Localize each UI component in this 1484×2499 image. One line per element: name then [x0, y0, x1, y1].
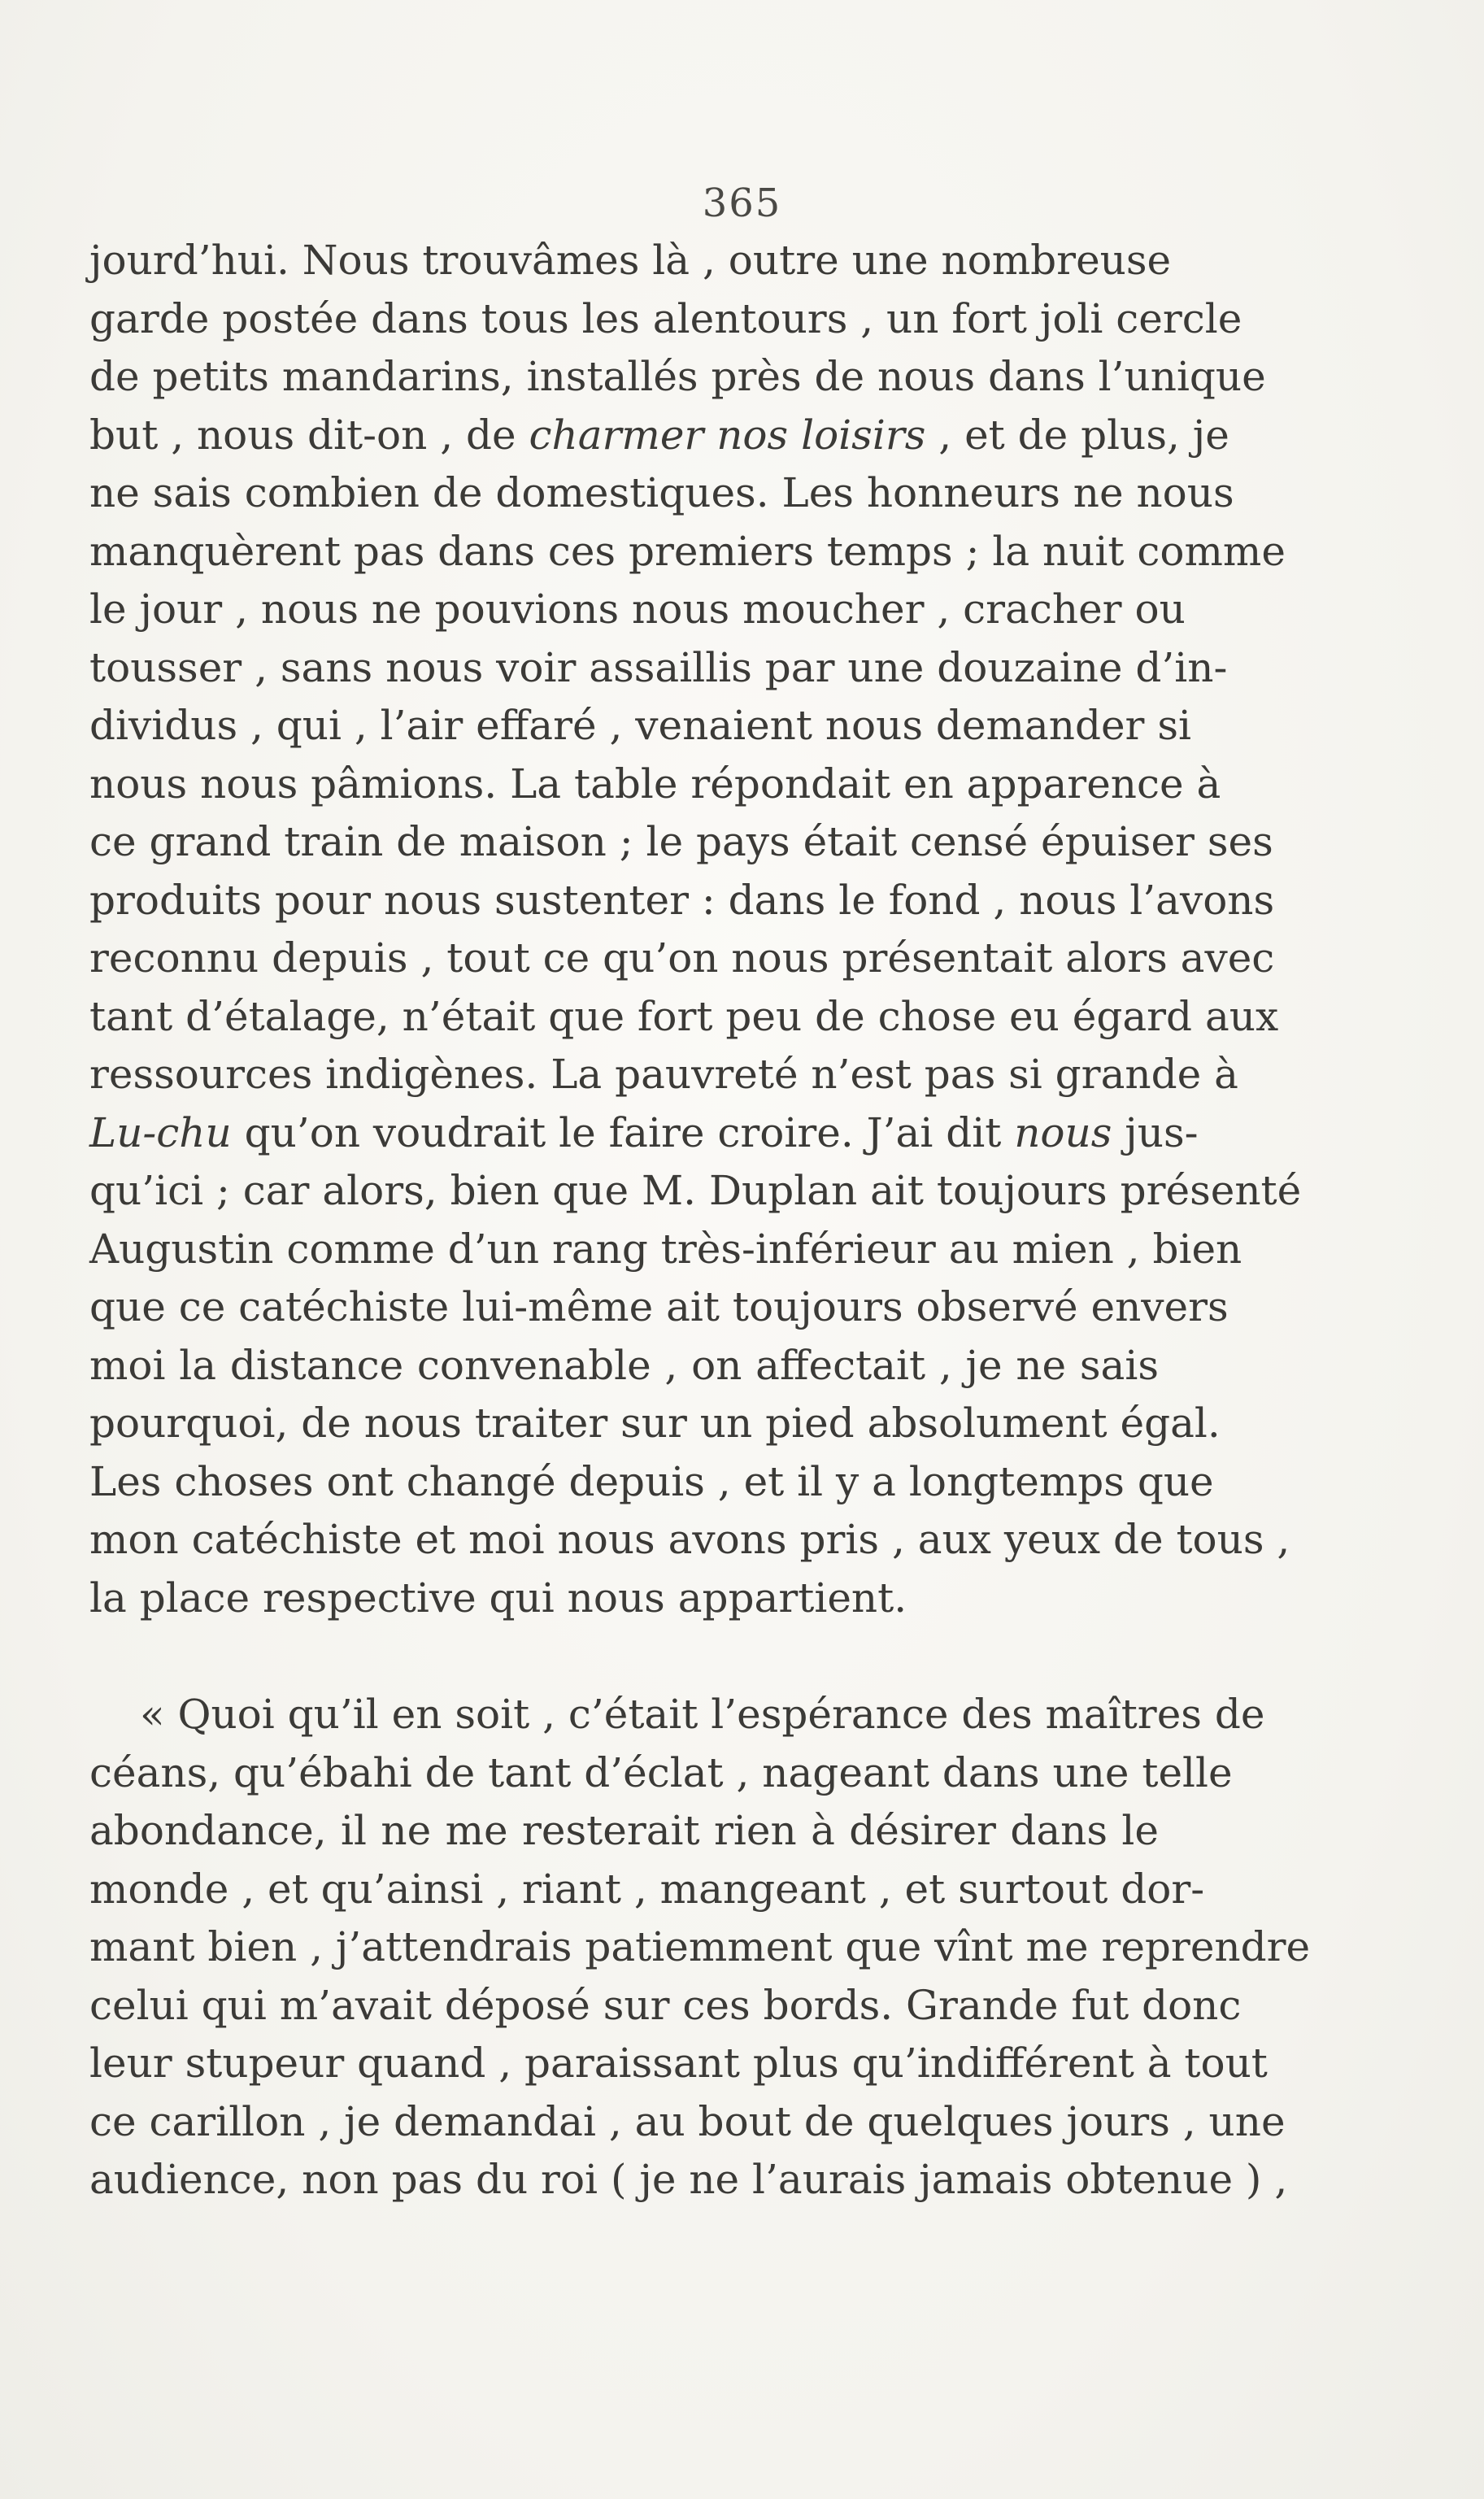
- text-line: céans, qu’ébahi de tant d’éclat , nageant dans une telle: [89, 1748, 1233, 1796]
- text-line: monde , et qu’ainsi , riant , mangeant , et surtout dor-: [89, 1865, 1205, 1913]
- paragraph-2: [89, 1686, 1311, 2209]
- italic-phrase: Lu-chu: [89, 1108, 232, 1156]
- text-line: qu’ici ; car alors, bien que M. Duplan ait toujours présenté: [89, 1167, 1302, 1214]
- text-line-with-italic: [89, 407, 1229, 465]
- text-line: nous nous pâmions. La table répondait en apparence à: [89, 760, 1221, 808]
- text-line-with-italic: [89, 1104, 1199, 1163]
- body-text: [89, 232, 1311, 2209]
- text-line: pourquoi, de nous traiter sur un pied absolument égal.: [89, 1400, 1221, 1447]
- italic-phrase: nous: [1014, 1108, 1112, 1156]
- text-line: celui qui m’avait déposé sur ces bords. Grande fut donc: [89, 1981, 1242, 2029]
- text-line: mon catéchiste et moi nous avons pris , aux yeux de tous ,: [89, 1516, 1290, 1563]
- paragraph-1: [89, 232, 1302, 1627]
- italic-phrase: charmer nos loisirs: [529, 411, 926, 459]
- text-line: que ce catéchiste lui-même ait toujours observé envers: [89, 1283, 1229, 1330]
- text-line: garde postée dans tous les alentours , un fort joli cercle: [89, 294, 1242, 342]
- text-line: leur stupeur quand , paraissant plus qu’indifférent à tout: [89, 2040, 1268, 2087]
- text-line: de petits mandarins, installés près de nous dans l’unique: [89, 353, 1266, 400]
- text-line: audience, non pas du roi ( je ne l’aurais jamais obtenue ) ,: [89, 2156, 1288, 2203]
- text-line: jourd’hui. Nous trouvâmes là , outre une nombreuse: [89, 237, 1172, 284]
- text-segment: , et de plus, je: [925, 411, 1229, 459]
- text-line: dividus , qui , l’air effaré , venaient nous demander si: [89, 702, 1191, 749]
- text-line: ce carillon , je demandai , au bout de quelques jours , une: [89, 2097, 1286, 2145]
- text-line: Augustin comme d’un rang très-inférieur au mien , bien: [89, 1225, 1242, 1273]
- text-line: la place respective qui nous appartient.: [89, 1574, 907, 1622]
- text-line: Les choses ont changé depuis , et il y a longtemps que: [89, 1457, 1214, 1505]
- text-line: ressources indigènes. La pauvreté n’est pas si grande à: [89, 1051, 1238, 1098]
- text-line: « Quoi qu’il en soit , c’était l’espérance des maîtres de: [140, 1691, 1265, 1738]
- text-line: produits pour nous sustenter : dans le fond , nous l’avons: [89, 876, 1275, 924]
- text-line: tant d’étalage, n’était que fort peu de chose eu égard aux: [89, 992, 1279, 1040]
- paragraph-gap: [89, 1627, 1159, 1686]
- text-line: mant bien , j’attendrais patiemment que vînt me reprendre: [89, 1923, 1311, 1970]
- text-line: ne sais combien de domestiques. Les honneurs ne nous: [89, 469, 1234, 516]
- text-line: reconnu depuis , tout ce qu’on nous présentait alors avec: [89, 934, 1275, 982]
- text-line: tousser , sans nous voir assaillis par une douzaine d’in-: [89, 643, 1228, 691]
- text-line: le jour , nous ne pouvions nous moucher , cracher ou: [89, 586, 1186, 633]
- text-segment: but , nous dit-on , de: [89, 411, 529, 459]
- text-line: abondance, il ne me resterait rien à désirer dans le: [89, 1807, 1159, 1854]
- text-segment: qu’on voudrait le faire croire. J’ai dit: [231, 1108, 1015, 1156]
- text-segment: jus-: [1112, 1108, 1199, 1156]
- page-number: 365: [702, 181, 782, 226]
- text-line: moi la distance convenable , on affectait , je ne sais: [89, 1341, 1159, 1389]
- text-line: ce grand train de maison ; le pays était censé épuiser ses: [89, 818, 1273, 865]
- text-line: manquèrent pas dans ces premiers temps ; la nuit comme: [89, 527, 1286, 575]
